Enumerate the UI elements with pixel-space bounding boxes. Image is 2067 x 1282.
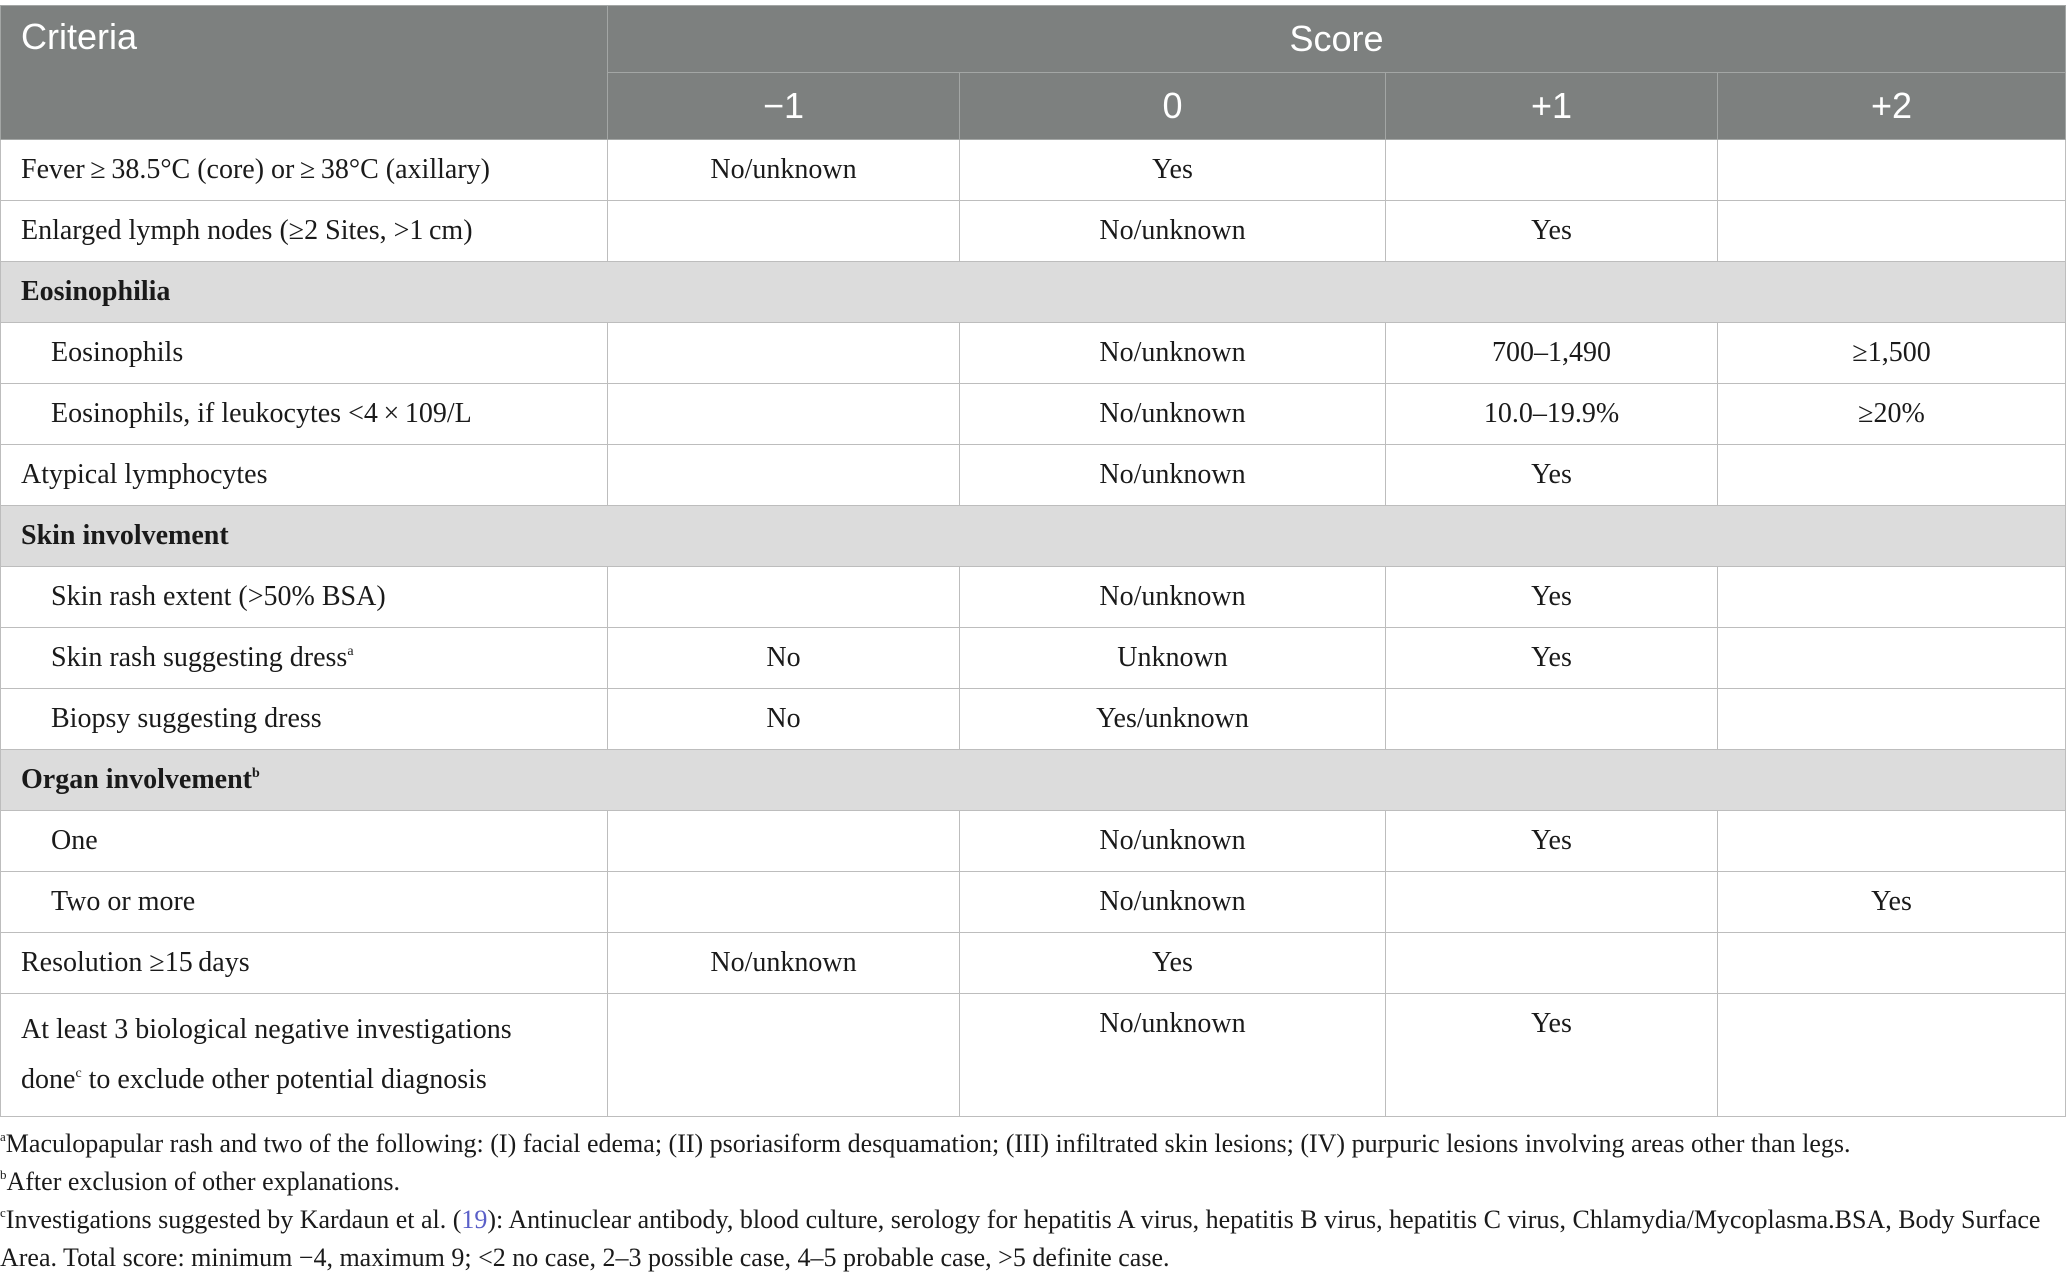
score-cell-p1: Yes bbox=[1386, 994, 1718, 1117]
table-row bbox=[1, 994, 2066, 1117]
score-cell-p2 bbox=[1718, 811, 2066, 872]
score-cell-p2 bbox=[1718, 689, 2066, 750]
score-cell-p1: Yes bbox=[1386, 201, 1718, 262]
group-label bbox=[1, 506, 2066, 567]
score-cell-p2: Yes bbox=[1718, 872, 2066, 933]
footnote-mark: c bbox=[0, 1205, 6, 1220]
table-row bbox=[1, 323, 2066, 384]
footnotes bbox=[0, 1125, 2060, 1277]
criterion-text: One bbox=[51, 825, 98, 856]
criterion-text: Skin rash extent (>50% BSA) bbox=[51, 581, 386, 612]
group-label-text: Eosinophilia bbox=[21, 276, 171, 307]
criterion-label bbox=[1, 567, 608, 628]
criterion-label bbox=[1, 384, 608, 445]
score-col-0: 0 bbox=[960, 73, 1386, 140]
score-cell-m1 bbox=[608, 872, 960, 933]
criterion-text: to exclude other potential diagnosis bbox=[81, 1064, 487, 1095]
table-header bbox=[1, 6, 2066, 140]
criterion-text: Eosinophils, if leukocytes <4 × 109/L bbox=[51, 398, 472, 429]
group-row bbox=[1, 262, 2066, 323]
criterion-label bbox=[1, 445, 608, 506]
score-cell-p1 bbox=[1386, 689, 1718, 750]
scoring-table bbox=[0, 5, 2066, 1117]
footnote-mark: b bbox=[0, 1167, 7, 1182]
score-cell-m1 bbox=[608, 811, 960, 872]
score-cell-zero: No/unknown bbox=[960, 872, 1386, 933]
score-cell-zero: No/unknown bbox=[960, 323, 1386, 384]
score-cell-p1: Yes bbox=[1386, 445, 1718, 506]
footnote-text: Investigations suggested by Kardaun et al. ( bbox=[5, 1205, 462, 1234]
score-cell-p1: 700–1,490 bbox=[1386, 323, 1718, 384]
group-label-text: Organ involvement bbox=[21, 764, 252, 795]
score-cell-p2 bbox=[1718, 567, 2066, 628]
footnote-ref: b bbox=[252, 766, 260, 781]
table-row bbox=[1, 201, 2066, 262]
criterion-text: At least 3 biological negative investigations bbox=[21, 1014, 512, 1045]
score-cell-m1 bbox=[608, 567, 960, 628]
criterion-label bbox=[1, 933, 608, 994]
criterion-text: Biopsy suggesting dress bbox=[51, 703, 322, 734]
table-row bbox=[1, 567, 2066, 628]
score-cell-p1 bbox=[1386, 872, 1718, 933]
criteria-header: Criteria bbox=[1, 6, 608, 140]
score-cell-m1: No/unknown bbox=[608, 140, 960, 201]
score-cell-m1 bbox=[608, 323, 960, 384]
criterion-label bbox=[1, 994, 608, 1117]
group-label bbox=[1, 262, 2066, 323]
footnote-text: After exclusion of other explanations. bbox=[6, 1167, 400, 1196]
footnote-text: ): Antinuclear antibody, blood culture, serology for hepatitis A virus, hepatitis B virus, hepatitis C virus, Chlamydia/Mycoplasma.BSA, Body Surface Area. Total score: minimum −4, maximum 9; <2 no case, 2–3 possible case, 4–5 probable case, >5 definite case. bbox=[0, 1205, 2041, 1272]
score-cell-p1: Yes bbox=[1386, 628, 1718, 689]
criterion-label bbox=[1, 323, 608, 384]
reference-link[interactable]: 19 bbox=[461, 1205, 488, 1234]
criterion-text: Two or more bbox=[51, 886, 196, 917]
criterion-label bbox=[1, 811, 608, 872]
criterion-text: Fever ≥ 38.5°C (core) or ≥ 38°C (axillary) bbox=[21, 154, 490, 185]
group-row bbox=[1, 506, 2066, 567]
score-cell-p2 bbox=[1718, 140, 2066, 201]
score-cell-zero: No/unknown bbox=[960, 445, 1386, 506]
criterion-label bbox=[1, 201, 608, 262]
score-header: Score bbox=[608, 6, 2066, 73]
footnote-c bbox=[0, 1201, 2060, 1277]
footnote-ref: c bbox=[75, 1066, 82, 1081]
score-cell-p1: Yes bbox=[1386, 567, 1718, 628]
footnote-ref: a bbox=[347, 644, 354, 659]
group-label-text: Skin involvement bbox=[21, 520, 229, 551]
score-cell-zero: No/unknown bbox=[960, 384, 1386, 445]
score-cell-p2 bbox=[1718, 445, 2066, 506]
table-row bbox=[1, 445, 2066, 506]
score-cell-zero: Yes/unknown bbox=[960, 689, 1386, 750]
score-cell-zero: Unknown bbox=[960, 628, 1386, 689]
criterion-text: done bbox=[21, 1064, 76, 1095]
score-cell-p1 bbox=[1386, 933, 1718, 994]
footnote-mark: a bbox=[0, 1129, 6, 1144]
score-cell-zero: No/unknown bbox=[960, 994, 1386, 1117]
criterion-text: Resolution ≥15 days bbox=[21, 947, 250, 978]
score-cell-zero: Yes bbox=[960, 933, 1386, 994]
score-cell-p1: 10.0–19.9% bbox=[1386, 384, 1718, 445]
score-cell-m1 bbox=[608, 384, 960, 445]
score-cell-p2: ≥20% bbox=[1718, 384, 2066, 445]
score-cell-m1: No bbox=[608, 628, 960, 689]
document bbox=[0, 5, 2067, 1277]
criterion-label bbox=[1, 628, 608, 689]
score-cell-p1: Yes bbox=[1386, 811, 1718, 872]
table-body bbox=[1, 140, 2066, 1117]
table-row bbox=[1, 689, 2066, 750]
score-cell-p2 bbox=[1718, 994, 2066, 1117]
score-cell-p2: ≥1,500 bbox=[1718, 323, 2066, 384]
score-cell-m1 bbox=[608, 445, 960, 506]
score-cell-m1 bbox=[608, 201, 960, 262]
table-row bbox=[1, 933, 2066, 994]
score-cell-m1: No bbox=[608, 689, 960, 750]
score-cell-m1: No/unknown bbox=[608, 933, 960, 994]
table-row bbox=[1, 811, 2066, 872]
criterion-text: Skin rash suggesting dress bbox=[51, 642, 348, 673]
criterion-label bbox=[1, 689, 608, 750]
criterion-label bbox=[1, 140, 608, 201]
score-col-minus-1: −1 bbox=[608, 73, 960, 140]
footnote-a bbox=[0, 1125, 2060, 1163]
footnote-b bbox=[0, 1163, 2060, 1201]
score-cell-zero: No/unknown bbox=[960, 811, 1386, 872]
score-col-plus-1: +1 bbox=[1386, 73, 1718, 140]
score-col-plus-2: +2 bbox=[1718, 73, 2066, 140]
score-cell-p1 bbox=[1386, 140, 1718, 201]
score-cell-m1 bbox=[608, 994, 960, 1117]
score-cell-zero: No/unknown bbox=[960, 201, 1386, 262]
group-row bbox=[1, 750, 2066, 811]
table-row bbox=[1, 872, 2066, 933]
group-label bbox=[1, 750, 2066, 811]
score-cell-p2 bbox=[1718, 628, 2066, 689]
criterion-text: Eosinophils bbox=[51, 337, 184, 368]
criterion-label bbox=[1, 872, 608, 933]
score-cell-p2 bbox=[1718, 201, 2066, 262]
score-cell-zero: No/unknown bbox=[960, 567, 1386, 628]
criterion-text: Atypical lymphocytes bbox=[21, 459, 268, 490]
table-row bbox=[1, 140, 2066, 201]
table-row bbox=[1, 628, 2066, 689]
footnote-text: Maculopapular rash and two of the following: (I) facial edema; (II) psoriasiform desquamation; (III) infiltrated skin lesions; (IV) purpuric lesions involving areas other than legs. bbox=[5, 1129, 1851, 1158]
score-cell-p2 bbox=[1718, 933, 2066, 994]
score-cell-zero: Yes bbox=[960, 140, 1386, 201]
table-row bbox=[1, 384, 2066, 445]
criterion-text: Enlarged lymph nodes (≥2 Sites, >1 cm) bbox=[21, 215, 473, 246]
